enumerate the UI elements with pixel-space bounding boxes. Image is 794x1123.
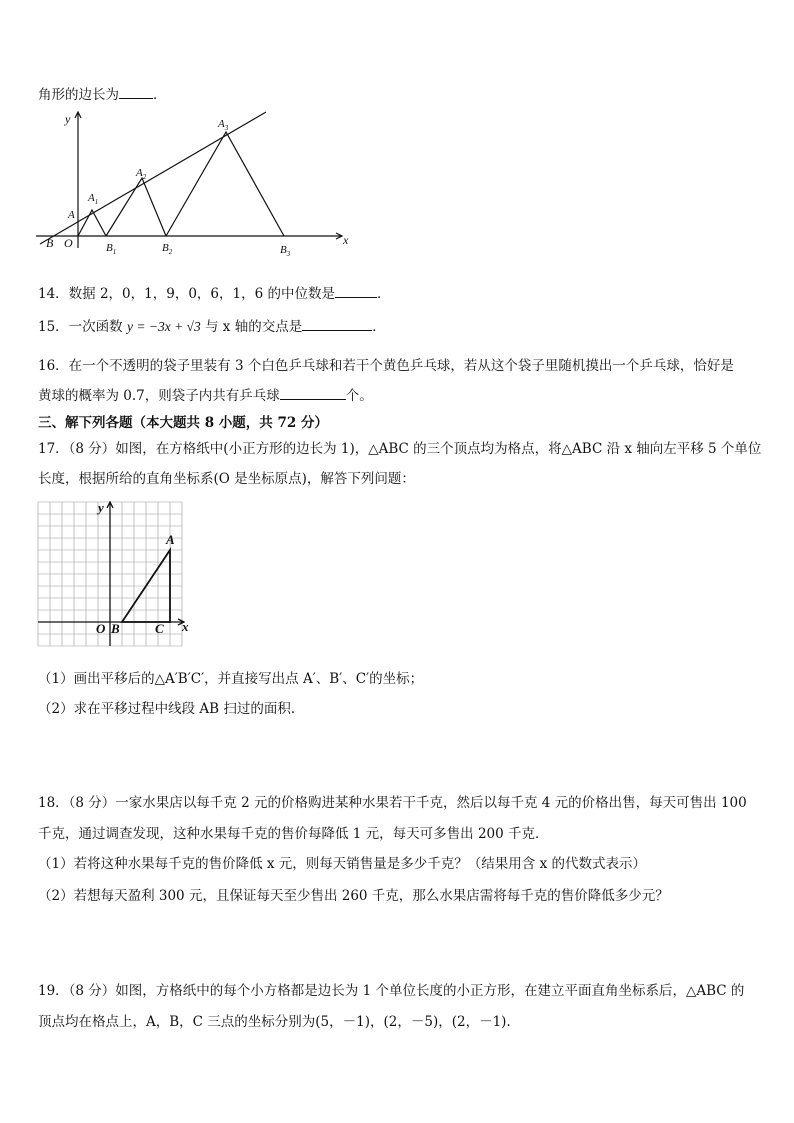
q17-sub2: （2）求在平移过程中线段 AB 扫过的面积． xyxy=(38,701,305,717)
fig13-a1-label: $A_1$ xyxy=(88,192,99,206)
q16-answer-blank[interactable] xyxy=(280,387,346,400)
fig17-a-label: A xyxy=(166,532,175,547)
q18-line1: 18．（8 分）一家水果店以每千克 2 元的价格购进某种水果若干千克，然后以每千克 4 元的价格出售，每天可售出 100 xyxy=(38,795,747,811)
q15-formula: y = −3x + √3 xyxy=(126,319,201,334)
oblique-line xyxy=(40,112,266,244)
fig17-c-label: C xyxy=(155,621,164,636)
q14-answer-blank[interactable] xyxy=(335,285,377,298)
q17-line1: 17．（8 分）如图，在方格纸中(小正方形的边长为 1)，△ABC 的三个顶点均为格点，将△ABC 沿 x 轴向左平移 5 个单位 xyxy=(38,441,762,457)
q15-line: 15．一次函数 y = −3x + √3 与 x 轴的交点是 ． xyxy=(38,319,386,335)
fig13-y-label: y xyxy=(65,112,71,126)
fig13-b-label: B xyxy=(46,236,54,250)
q18-line2: 千克，通过调查发现，这种水果每千克的售价每降低 1 元，每天可多售出 200 千克． xyxy=(38,826,549,842)
fig13-a3-label: $A_3$ xyxy=(218,118,229,132)
q17-line2: 长度，根据所给的直角坐标系(O 是坐标原点)，解答下列问题： xyxy=(38,471,415,487)
fig13-origin-label: O xyxy=(64,236,73,250)
q15-prefix: 15．一次函数 xyxy=(38,319,127,335)
fig17-b-label: B xyxy=(111,621,120,636)
fig13-b3-label: $B_3$ xyxy=(280,244,291,258)
q14-text: 14．数据 2，0，1，9，0，6，1，6 的中位数是 xyxy=(38,286,335,302)
q17-grid-figure xyxy=(38,502,198,648)
q19-line1: 19．（8 分）如图，方格纸中的每个小方格都是边长为 1 个单位长度的小正方形，在建立平面直角坐标系后，△ABC 的 xyxy=(38,983,745,999)
q13-text: 角形的边长为 xyxy=(38,87,119,103)
triangle-2 xyxy=(106,178,166,236)
q13-figure xyxy=(36,108,356,258)
q17-sub1: （1）画出平移后的△A′B′C′，并直接写出点 A′、B′、C′的坐标； xyxy=(38,671,424,687)
q19-line2: 顶点均在格点上，A，B，C 三点的坐标分别为(5，－1)，(2，－5)，(2，－1). xyxy=(38,1014,511,1030)
fig17-y-label: y xyxy=(98,500,104,515)
q15-middle: 与 x 轴的交点是 xyxy=(200,319,303,335)
fig17-origin-label: O xyxy=(96,621,106,636)
fig13-b2-label: $B_2$ xyxy=(162,242,173,256)
fig13-x-label: x xyxy=(343,233,349,247)
q16-line2: 黄球的概率为 0.7，则袋子内共有乒乓球 个。 xyxy=(38,388,373,404)
q14-line: 14．数据 2，0，1，9，0，6，1，6 的中位数是 ． xyxy=(38,286,391,302)
fig17-x-label: x xyxy=(182,619,189,634)
q15-answer-blank[interactable] xyxy=(302,318,372,331)
q18-sub1: （1）若将这种水果每千克的售价降低 x 元，则每天销售量是多少千克？（结果用含 x 的代数式表示） xyxy=(38,856,646,872)
triangle-3 xyxy=(166,132,284,236)
fig13-a-label: A xyxy=(68,209,75,221)
fig13-b1-label: $B_1$ xyxy=(106,242,117,256)
q16-line1: 16．在一个不透明的袋子里装有 3 个白色乒乓球和若干个黄色乒乓球，若从这个袋子里随机摸出一个乒乓球，恰好是 xyxy=(38,358,734,374)
q18-sub2: （2）若想每天盈利 300 元，且保证每天至少售出 260 千克，那么水果店需将每千克的售价降低多少元？ xyxy=(38,888,669,904)
q13-line: 角形的边长为 ． xyxy=(38,87,167,103)
fig13-a2-label: $A_2$ xyxy=(136,167,147,181)
q13-answer-blank[interactable] xyxy=(119,86,153,99)
section-3-title: 三、解下列各题（本大题共 8 小题，共 72 分） xyxy=(38,415,328,431)
